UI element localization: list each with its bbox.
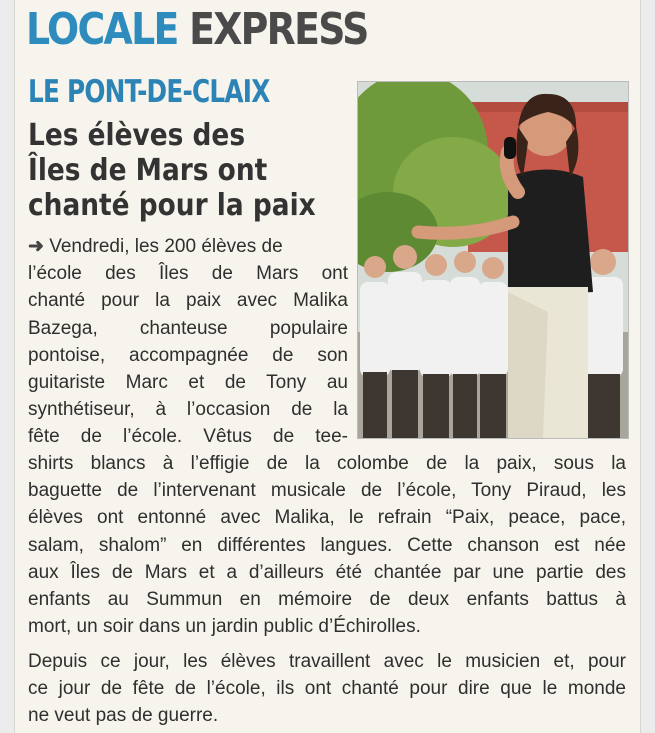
body-line: Vendredi, les 200 élèves de bbox=[49, 236, 283, 257]
body-line: fête de l’école. Vêtus de tee- bbox=[28, 426, 348, 448]
body-line: guitariste Marc et de Tony au bbox=[28, 372, 348, 394]
article-photo bbox=[357, 81, 629, 439]
section-header bbox=[26, 0, 368, 60]
body-line: ce jour de fête de l’école, ils ont chanté pour dire que le monde bbox=[28, 678, 626, 700]
headline-line: Les élèves des bbox=[28, 118, 246, 153]
article-body-part2 bbox=[28, 450, 626, 640]
body-line: enfants au Summun en mémoire de deux enfants battus à bbox=[28, 589, 626, 611]
body-line: mort, un soir dans un jardin public d’Échirolles. bbox=[28, 616, 421, 638]
body-line: chanté pour la paix avec Malika bbox=[28, 290, 348, 312]
article-body-part1 bbox=[28, 233, 348, 451]
body-line: élèves ont entonné avec Malika, le refrain “Paix, peace, pace, bbox=[28, 507, 626, 529]
body-line: salam, shalom” en différentes langues. Cette chanson est née bbox=[28, 534, 626, 556]
body-line: l’école des Îles de Mars ont bbox=[28, 263, 348, 285]
headline-line: chanté pour la paix bbox=[28, 188, 316, 223]
arrow-icon: ➜ bbox=[28, 236, 44, 257]
body-line: pontoise, accompagnée de son bbox=[28, 344, 348, 366]
body-line: aux Îles de Mars et a d’ailleurs été chantée par une partie des bbox=[28, 561, 626, 583]
body-line: Bazega, chanteuse populaire bbox=[28, 317, 348, 339]
body-line: Depuis ce jour, les élèves travaillent avec le musicien et, pour bbox=[28, 651, 626, 672]
article-headline bbox=[28, 118, 362, 223]
photo-illustration bbox=[358, 82, 628, 438]
page-edge-left bbox=[0, 0, 15, 733]
headline-line: Îles de Mars ont bbox=[28, 153, 268, 188]
section-title-express: EXPRESS bbox=[189, 4, 368, 55]
body-line: ne veut pas de guerre. bbox=[28, 705, 219, 727]
section-title-locale: LOCALE bbox=[26, 4, 178, 55]
body-line: shirts blancs à l’effigie de la colombe de la paix, sous la bbox=[28, 453, 626, 474]
body-line: baguette de l’intervenant musicale de l’école, Tony Piraud, les bbox=[28, 480, 626, 502]
body-line: synthétiseur, à l’occasion de la bbox=[28, 399, 348, 421]
page-edge-right bbox=[640, 0, 655, 733]
article-body-part3 bbox=[28, 648, 626, 730]
town-label: LE PONT-DE-CLAIX bbox=[28, 74, 270, 110]
